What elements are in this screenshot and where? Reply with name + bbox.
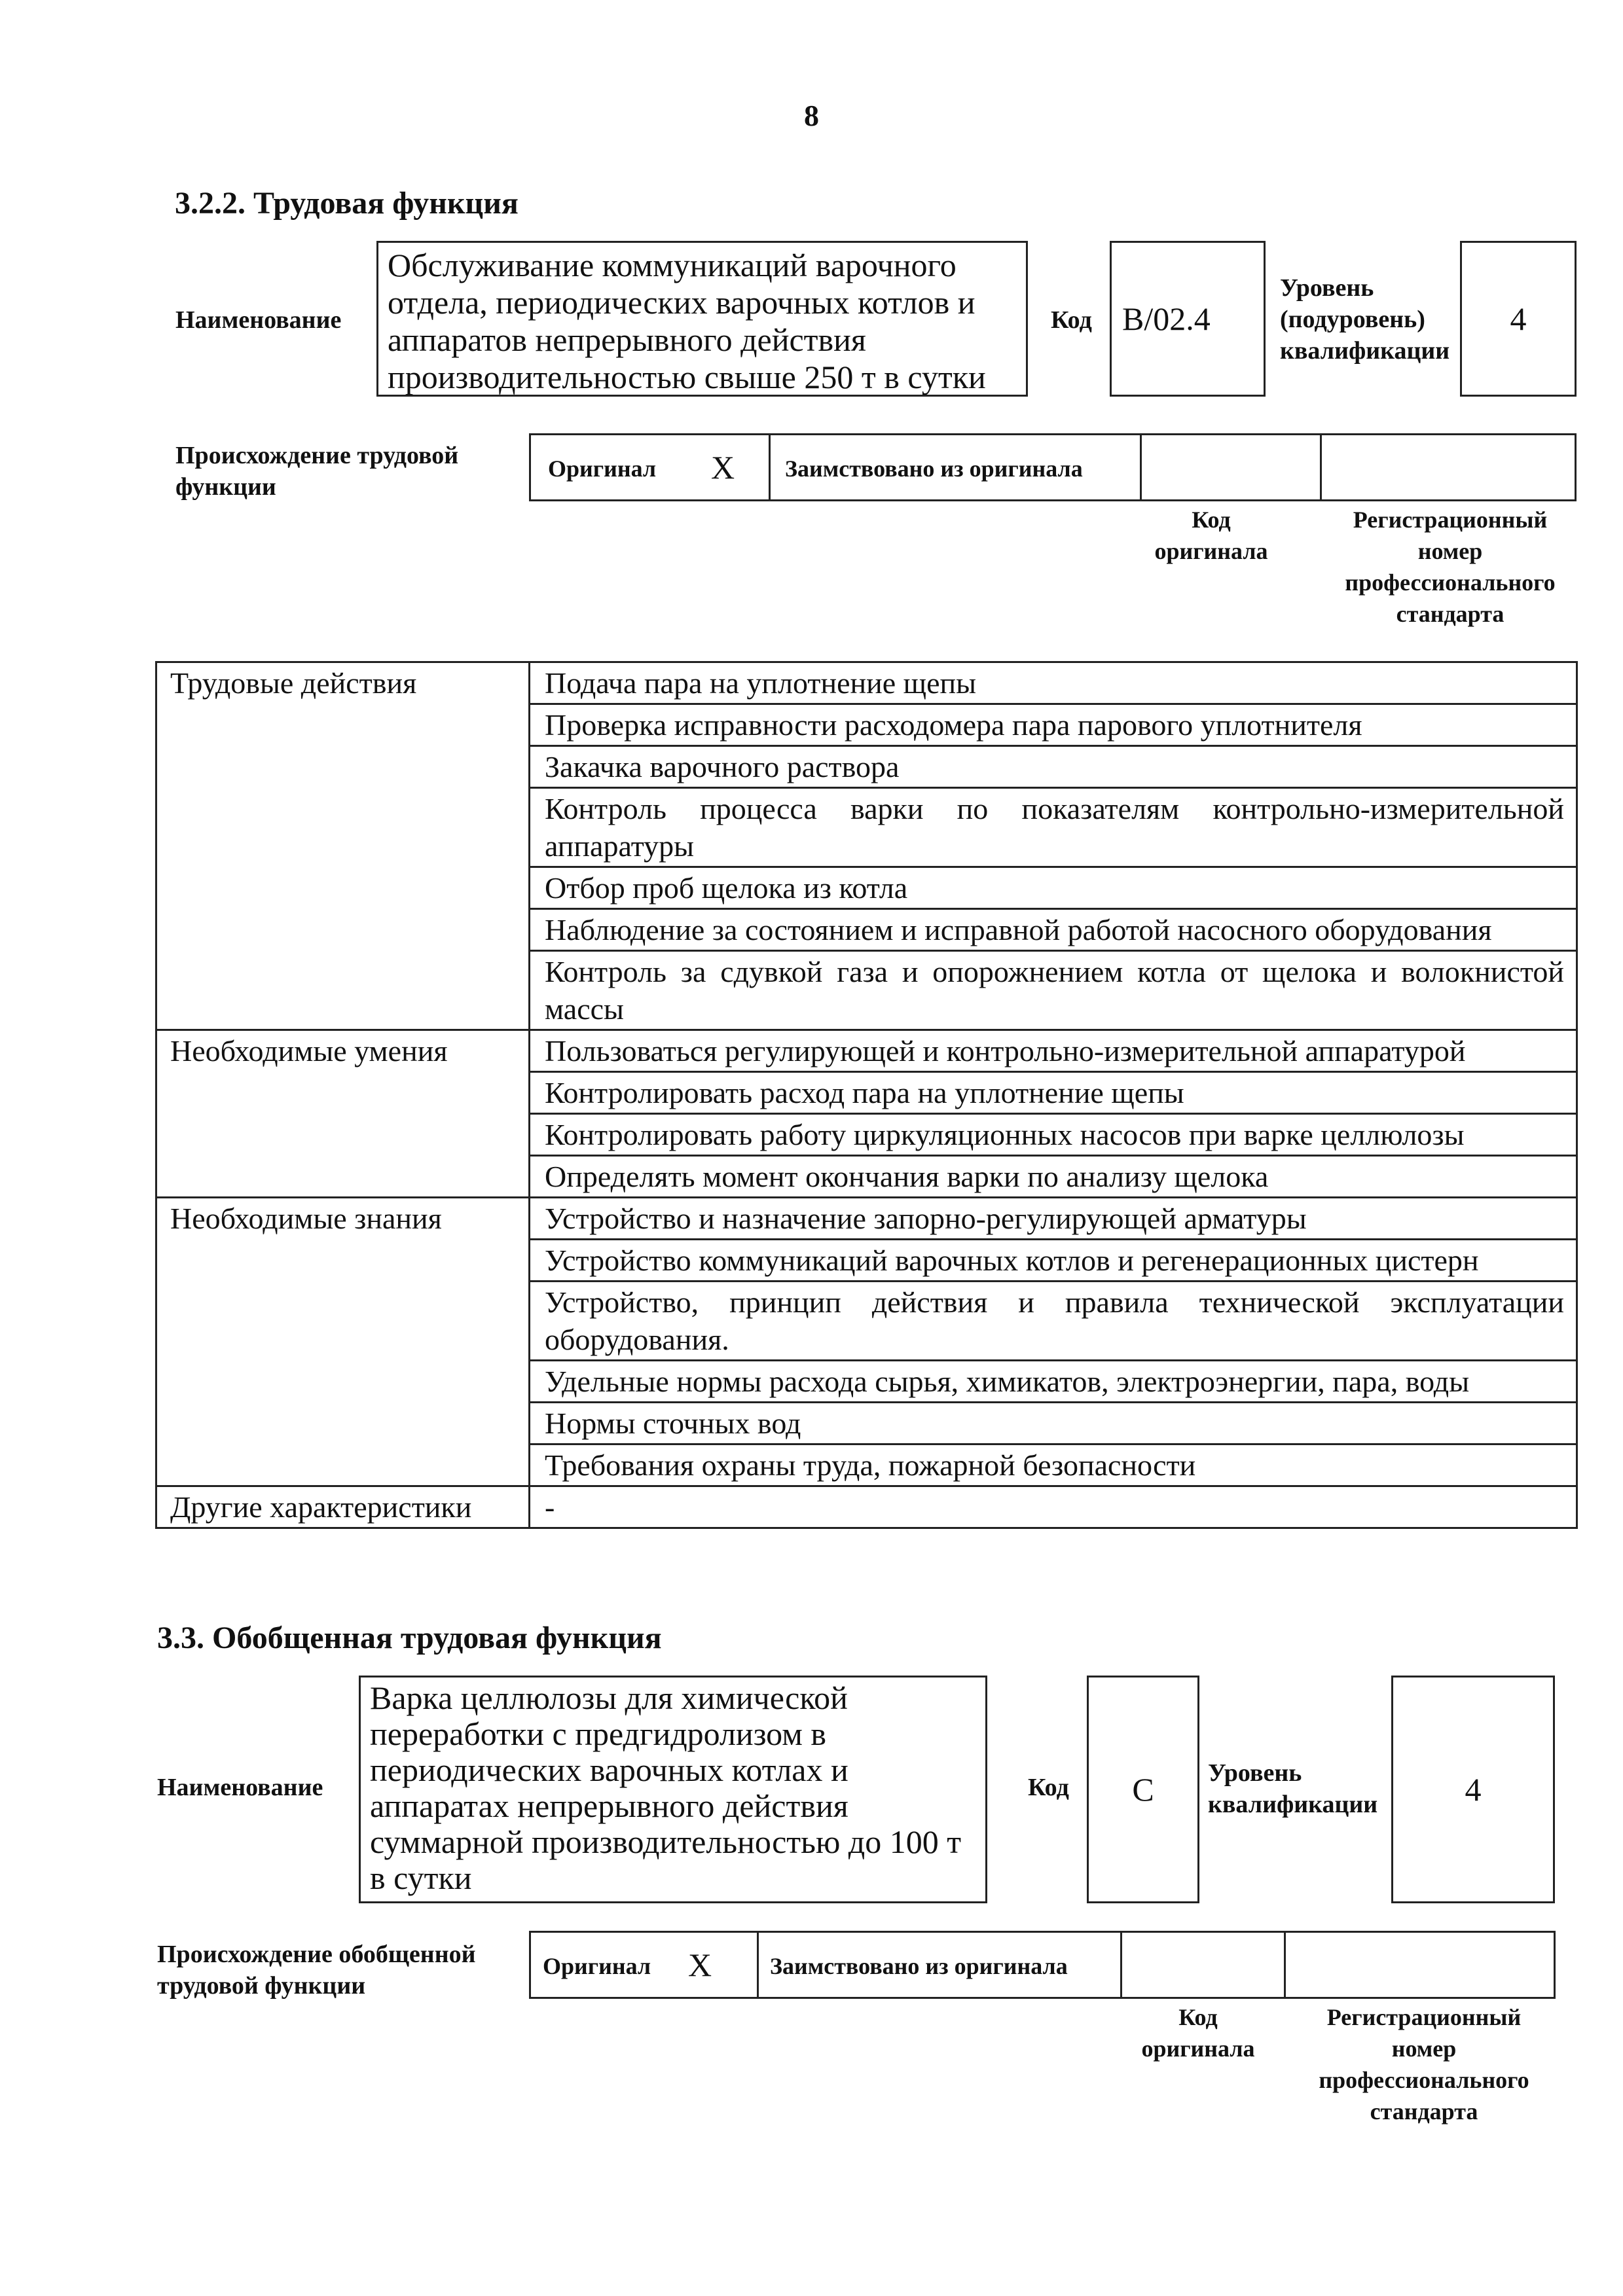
section-heading-322: 3.2.2. Трудовая функция	[175, 186, 519, 221]
code-label: Код	[1051, 306, 1092, 334]
action-cell: Пользоваться регулирующей и контрольно-измерительной аппаратурой	[530, 1030, 1577, 1072]
original-label: Оригинал	[548, 456, 657, 482]
section-heading-33: 3.3. Обобщенная трудовая функция	[157, 1621, 662, 1655]
reg-number-label: Регистрационный номер профессионального стандарта	[1345, 507, 1556, 627]
origin-label: Происхождение обобщенной трудовой функции	[157, 1941, 476, 2000]
function-name-value: Обслуживание коммуникаций варочного отдела, периодических варочных котлов и аппаратов непрерывного действия производительностью свыше 250 т в сутки	[388, 247, 986, 395]
function-table	[155, 661, 1578, 1529]
code-original-label: Код оригинала	[1154, 507, 1268, 564]
action-cell: Удельные нормы расхода сырья, химикатов, электроэнергии, пара, воды	[530, 1361, 1577, 1403]
divider	[769, 435, 771, 499]
generalized-function-name-value: Варка целлюлозы для химической переработки с предгидролизом в периодических варочных котлах и аппаратах непрерывного действия суммарной производительностью до 100 т в сутки	[370, 1679, 962, 1896]
origin-row	[529, 433, 1577, 501]
action-cell: Контроль за сдувкой газа и опорожнением котла от щелока и волокнистой массы	[530, 951, 1577, 1030]
divider	[1284, 1933, 1286, 1997]
level-value: 4	[1510, 300, 1527, 337]
action-cell: Наблюдение за состоянием и исправной работой насосного оборудования	[530, 909, 1577, 951]
table-row	[156, 1486, 1577, 1528]
level-value-box	[1391, 1676, 1555, 1903]
action-cell: Отбор проб щелока из котла	[530, 867, 1577, 909]
divider	[1320, 435, 1322, 499]
level-value-box	[1460, 241, 1577, 397]
divider	[757, 1933, 759, 1997]
table-row	[156, 1030, 1577, 1072]
action-cell: -	[530, 1486, 1577, 1528]
action-cell: Контроль процесса варки по показателям контрольно-измерительной аппаратуры	[530, 788, 1577, 867]
original-mark: X	[688, 1946, 712, 1983]
code-value: B/02.4	[1122, 300, 1211, 337]
code-value-box	[1087, 1676, 1199, 1903]
action-cell: Проверка исправности расходомера пара парового уплотнителя	[530, 704, 1577, 746]
original-label: Оригинал	[543, 1953, 651, 1979]
action-cell: Подача пара на уплотнение щепы	[530, 662, 1577, 704]
action-cell: Контролировать работу циркуляционных насосов при варке целлюлозы	[530, 1114, 1577, 1156]
action-cell: Требования охраны труда, пожарной безопасности	[530, 1444, 1577, 1486]
action-cell: Устройство, принцип действия и правила технической эксплуатации оборудования.	[530, 1282, 1577, 1361]
action-cell: Контролировать расход пара на уплотнение щепы	[530, 1072, 1577, 1114]
action-cell: Нормы сточных вод	[530, 1403, 1577, 1444]
code-value-box	[1110, 241, 1266, 397]
name-label: Наименование	[175, 306, 342, 334]
borrowed-label: Заимствовано из оригинала	[770, 1953, 1068, 1979]
function-name-box	[376, 241, 1028, 397]
table-row	[156, 1198, 1577, 1240]
code-value: C	[1132, 1771, 1154, 1808]
code-label: Код	[1028, 1774, 1069, 1801]
category-cell: Другие характеристики	[156, 1486, 530, 1528]
category-cell: Трудовые действия	[156, 662, 530, 1030]
action-cell: Определять момент окончания варки по анализу щелока	[530, 1156, 1577, 1198]
borrowed-label: Заимствовано из оригинала	[785, 456, 1083, 482]
category-cell: Необходимые умения	[156, 1030, 530, 1198]
origin-label: Происхождение трудовой функции	[175, 442, 459, 501]
page-number: 8	[804, 99, 819, 132]
level-label: Уровень (подуровень) квалификации	[1280, 274, 1450, 365]
name-label: Наименование	[157, 1774, 323, 1801]
origin-row	[529, 1931, 1556, 1999]
divider	[1120, 1933, 1122, 1997]
generalized-function-name-box	[359, 1676, 987, 1903]
code-original-label: Код оригинала	[1141, 2004, 1255, 2062]
level-label: Уровень квалификации	[1208, 1759, 1378, 1818]
divider	[1140, 435, 1142, 499]
reg-number-label: Регистрационный номер профессионального стандарта	[1319, 2004, 1529, 2125]
table-row	[156, 662, 1577, 704]
action-cell: Устройство коммуникаций варочных котлов и регенерационных цистерн	[530, 1240, 1577, 1282]
action-cell: Устройство и назначение запорно-регулирующей арматуры	[530, 1198, 1577, 1240]
level-value: 4	[1465, 1771, 1482, 1808]
category-cell: Необходимые знания	[156, 1198, 530, 1486]
original-mark: X	[711, 449, 735, 486]
action-cell: Закачка варочного раствора	[530, 746, 1577, 788]
